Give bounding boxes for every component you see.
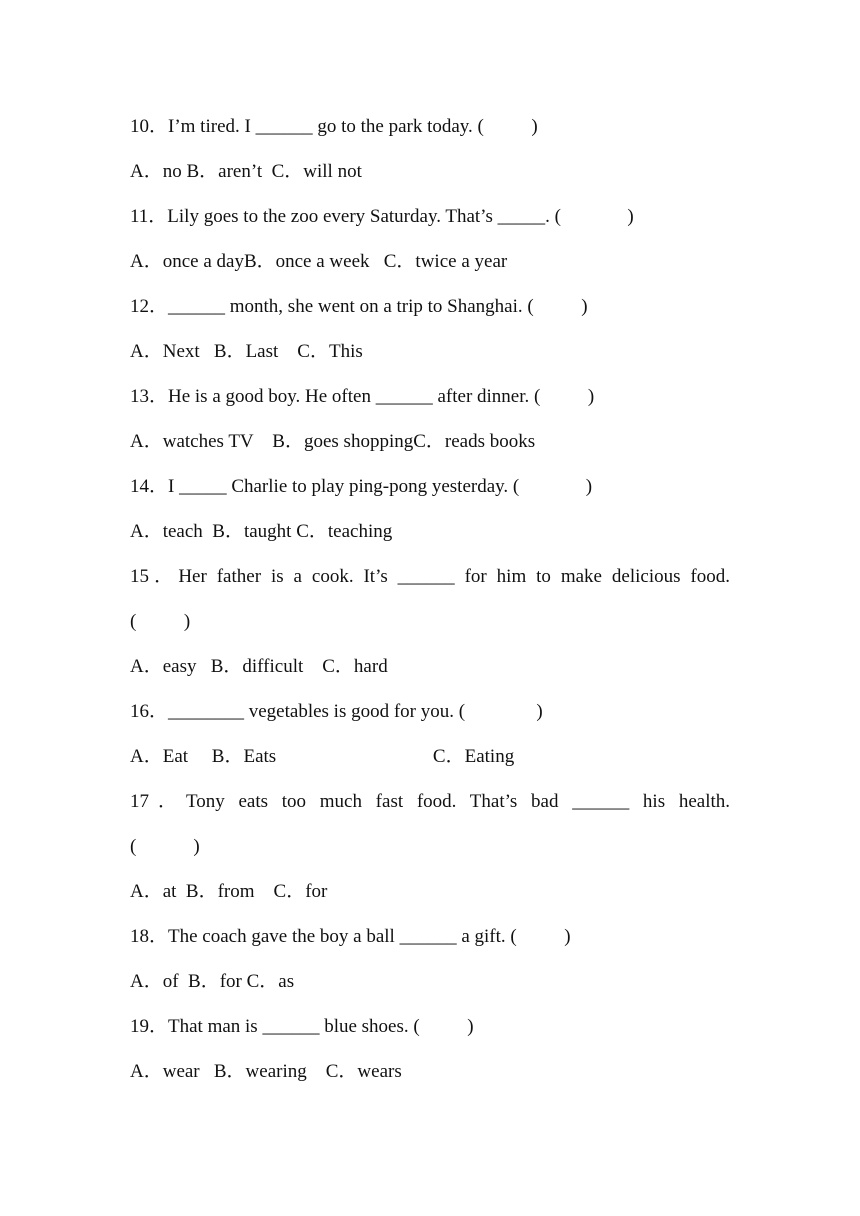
question-16-stem: 16．________ vegetables is good for you. ( ) bbox=[130, 701, 543, 722]
question-12-options: A．Next B．Last C．This bbox=[130, 341, 363, 362]
question-13-options: A．watches TV B．goes shoppingC．reads books bbox=[130, 431, 536, 452]
question-12-stem: 12．______ month, she went on a trip to Shanghai. ( ) bbox=[130, 296, 588, 317]
question-17-options: A．at B．from C．for bbox=[130, 881, 328, 902]
question-19-stem: 19．That man is ______ blue shoes. ( ) bbox=[130, 1016, 474, 1037]
question-19-options: A．wear B．wearing C．wears bbox=[130, 1061, 402, 1082]
question-10-stem: 10．I’m tired. I ______ go to the park today. ( ) bbox=[130, 116, 538, 137]
question-13-stem: 13．He is a good boy. He often ______ after dinner. ( ) bbox=[130, 386, 595, 407]
question-11-stem: 11．Lily goes to the zoo every Saturday. That’s _____. ( ) bbox=[130, 206, 634, 227]
question-18-options: A．of B．for C．as bbox=[130, 971, 295, 992]
question-15-stem: 15．Her father is a cook. It’s ______ for him to make delicious food. bbox=[130, 566, 730, 587]
question-15-stem-continued: ( ) bbox=[130, 611, 191, 632]
question-18-stem: 18．The coach gave the boy a ball ______ a gift. ( ) bbox=[130, 926, 571, 947]
question-11-options: A．once a dayB．once a week C．twice a year bbox=[130, 251, 508, 272]
question-16-options: A．Eat B．Eats C．Eating bbox=[130, 746, 515, 767]
question-17-stem-continued: ( ) bbox=[130, 836, 200, 857]
question-14-options: A．teach B．taught C．teaching bbox=[130, 521, 393, 542]
question-14-stem: 14．I _____ Charlie to play ping-pong yesterday. ( ) bbox=[130, 476, 593, 497]
question-10-options: A．no B．aren’t C．will not bbox=[130, 161, 362, 182]
question-17-stem: 17．Tony eats too much fast food. That’s bad ______ his health. bbox=[130, 791, 730, 812]
question-15-options: A．easy B．difficult C．hard bbox=[130, 656, 388, 677]
